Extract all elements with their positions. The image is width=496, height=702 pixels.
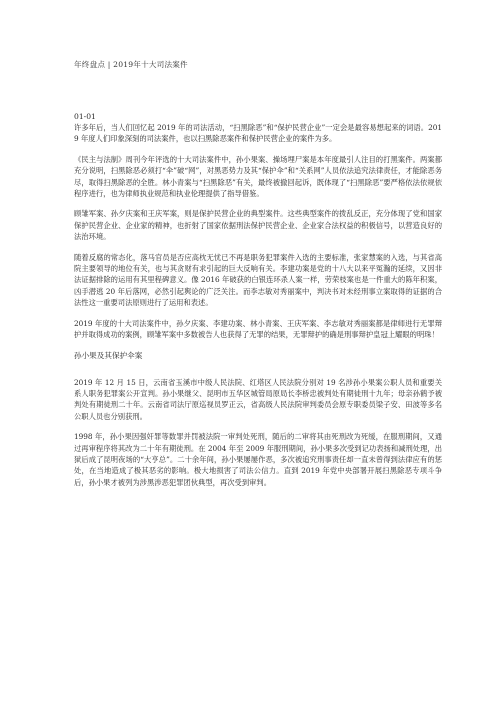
document-header: 年终盘点 | 2019年十大司法案件 <box>74 60 188 69</box>
paragraph: 随着反腐的常态化，落马官员是否应高枕无忧已不再是职务犯罪案件入选的主要标准，张家慧案的入选，与其省高院主要领导的地位有关，也与其贪财有求引起的巨大反响有关。李建功案是党的十八大以来平冤瀚的延续，又因非法证据排除的运用有其里程碑意义。像 2016 年破获的白银连环杀人案一样，劳荣枝案也是一件重大的陈年积案，凶手潜逃 20 年后落网，必然引起舆论的广泛关注。而李志敏对秀丽案中，判决书对未经刑事立案取得的证据的合法性这一重要司法原则进行了运用和表述。 <box>74 252 442 308</box>
paragraph: 1998 年，孙小果因强奸罪等数罪并罚被法院一审判处死刑，随后的二审将其由死刑改为死缓，在服刑期间，又通过再审程序将其改为二十年有期徒刑。在 2004 年至 2009 年服刑期间，孙小果多次受到记功表扬和减刑处理，出狱后成了昆明夜场的“大亨总”。二十余年间，孙小果屡屡作恶，多次被追究刑事责任却一直未曾得到法律应有的惩处，在当地造成了极其恶劣的影响。极大地损害了司法公信力。直到 2019 年党中央部署开展扫黑除恶专项斗争后，孙小果才被列为涉黑涉恶犯罪团伙典型，再次受到审判。 <box>74 432 442 487</box>
paragraph: 2019 年 12 月 15 日，云南省玉溪市中级人民法院、红塔区人民法院分别对 19 名涉孙小果案公职人员和重要关系人职务犯罪案公开宣判。孙小果继父、昆明市五华区城管局原局长李桥忠被判处有期徒刑十九年；母亲孙鹤予被判处有期徒刑二十年。云南省司法厅原巡视员罗正云，省高级人民法院审判委员会原专职委员梁子安、田波等多名公职人员也分别获刑。 <box>74 377 442 421</box>
case-subheading: 孙小果及其保护伞案 <box>74 350 143 360</box>
paragraph: 2019 年度的十大司法案件中，孙夕庆案、李建功案、林小青案、王庆军案、李志敏对秀丽案都是律师进行无罪辩护并取得成功的案例，顾雏军案中多数被告人也获得了无罪的结果，无罪辩护的确是刑事辩护皇冠上耀眼的明珠！ <box>74 318 442 340</box>
paragraph: 《民主与法制》周刊今年评选的十大司法案件中，孙小果案、操场埋尸案是本年度最引人注目的打黑案件。两案都充分说明，扫黑除恶必须打“伞”破“网”，对黑恶势力及其“保护伞”和“关系网”人员依法追究法律责任，才能除恶务尽，取得扫黑除恶的全胜。林小青案与“扫黑除恶”有关，最终被撤回起诉，既体现了“扫黑除恶”要严格依法依规依程序进行，也为律师执业规范和执业伦理提供了指导借鉴。 <box>74 154 442 199</box>
paragraph: 许多年后，当人们回忆起 2019 年的司法活动，“扫黑除恶”和“保护民营企业”一定会是最容易想起来的词语。2019 年度人们印象深刻的司法案件，也以扫黑除恶案件和保护民营企业的案件为多。 <box>74 123 442 144</box>
section-number: 01-01 <box>74 112 96 121</box>
paragraph: 顾雏军案、孙夕庆案和王庆军案，则是保护民营企业的典型案件。这些典型案件的拨乱反正，充分体现了党和国家保护民营企业、企业家的精神，也折射了国家依据刑法保护民营企业、企业家合法权益的积极信号，以营造良好的法治环境。 <box>74 209 442 242</box>
